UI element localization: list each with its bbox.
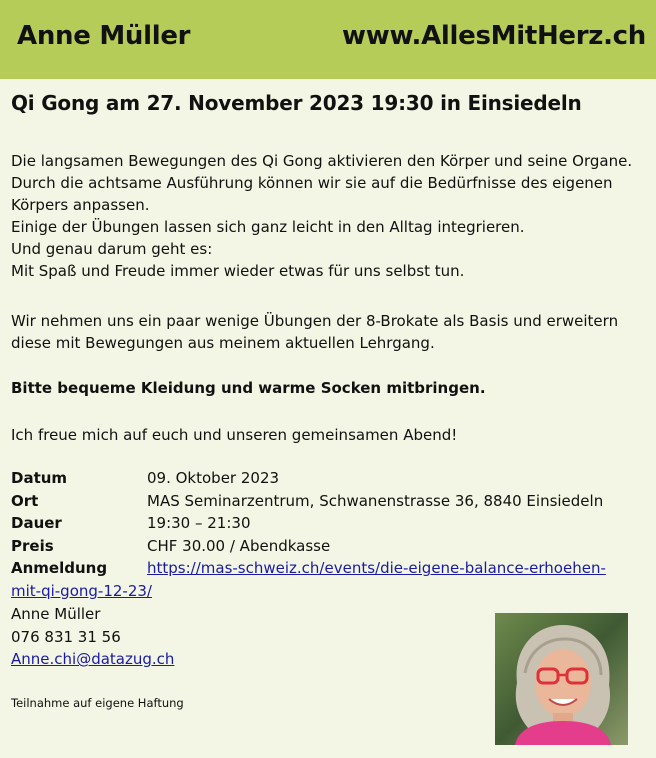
- detail-label: Anmeldung: [11, 559, 108, 578]
- intro-paragraph: [11, 150, 651, 282]
- registration-link[interactable]: https://mas-schweiz.ch/events/die-eigene-balance-erhoehen-: [147, 559, 606, 578]
- intro-line: Und genau darum geht es:: [11, 240, 213, 258]
- header-name: Anne Müller: [17, 21, 191, 51]
- contact-email-link[interactable]: Anne.chi@datazug.ch: [11, 650, 175, 669]
- intro-line: Einige der Übungen lassen sich ganz leicht in den Alltag integrieren.: [11, 218, 525, 236]
- intro-line: Durch die achtsame Ausführung können wir sie auf die Bedürfnisse des eigenen: [11, 174, 613, 192]
- intro-line: Körpers anpassen.: [11, 196, 150, 214]
- detail-value: MAS Seminarzentrum, Schwanenstrasse 36, 8840 Einsiedeln: [147, 491, 604, 510]
- intro-line: Mit Spaß und Freude immer wieder etwas für uns selbst tun.: [11, 262, 465, 280]
- program-line: diese mit Bewegungen aus meinem aktuellen Lehrgang.: [11, 334, 435, 352]
- detail-value: 09. Oktober 2023: [147, 469, 280, 487]
- header-website[interactable]: www.AllesMitHerz.ch: [342, 21, 646, 51]
- bring-note: Bitte bequeme Kleidung und warme Socken mitbringen.: [11, 379, 486, 397]
- portrait-photo: [495, 613, 628, 745]
- intro-line: Die langsamen Bewegungen des Qi Gong aktivieren den Körper und seine Organe.: [11, 152, 633, 170]
- disclaimer: Teilnahme auf eigene Haftung: [11, 696, 184, 710]
- portrait-image: [495, 613, 628, 745]
- contact-phone: 076 831 31 56: [11, 627, 121, 646]
- event-title: Qi Gong am 27. November 2023 19:30 in Einsiedeln: [11, 91, 582, 115]
- detail-label: Dauer: [11, 514, 62, 533]
- program-line: Wir nehmen uns ein paar wenige Übungen der 8-Brokate als Basis und erweitern: [11, 312, 619, 330]
- detail-value: CHF 30.00 / Abendkasse: [147, 536, 331, 555]
- detail-label: Preis: [11, 536, 54, 555]
- contact-name: Anne Müller: [11, 605, 101, 623]
- detail-value: 19:30 – 21:30: [147, 514, 251, 533]
- registration-link-cont[interactable]: mit-qi-gong-12-23/: [11, 581, 152, 600]
- contact-block: [11, 603, 174, 671]
- detail-label: Ort: [11, 491, 39, 510]
- header-banner: [0, 0, 656, 79]
- program-paragraph: [11, 310, 651, 354]
- closing-text: Ich freue mich auf euch und unseren gemeinsamen Abend!: [11, 426, 458, 444]
- detail-label: Datum: [11, 469, 68, 487]
